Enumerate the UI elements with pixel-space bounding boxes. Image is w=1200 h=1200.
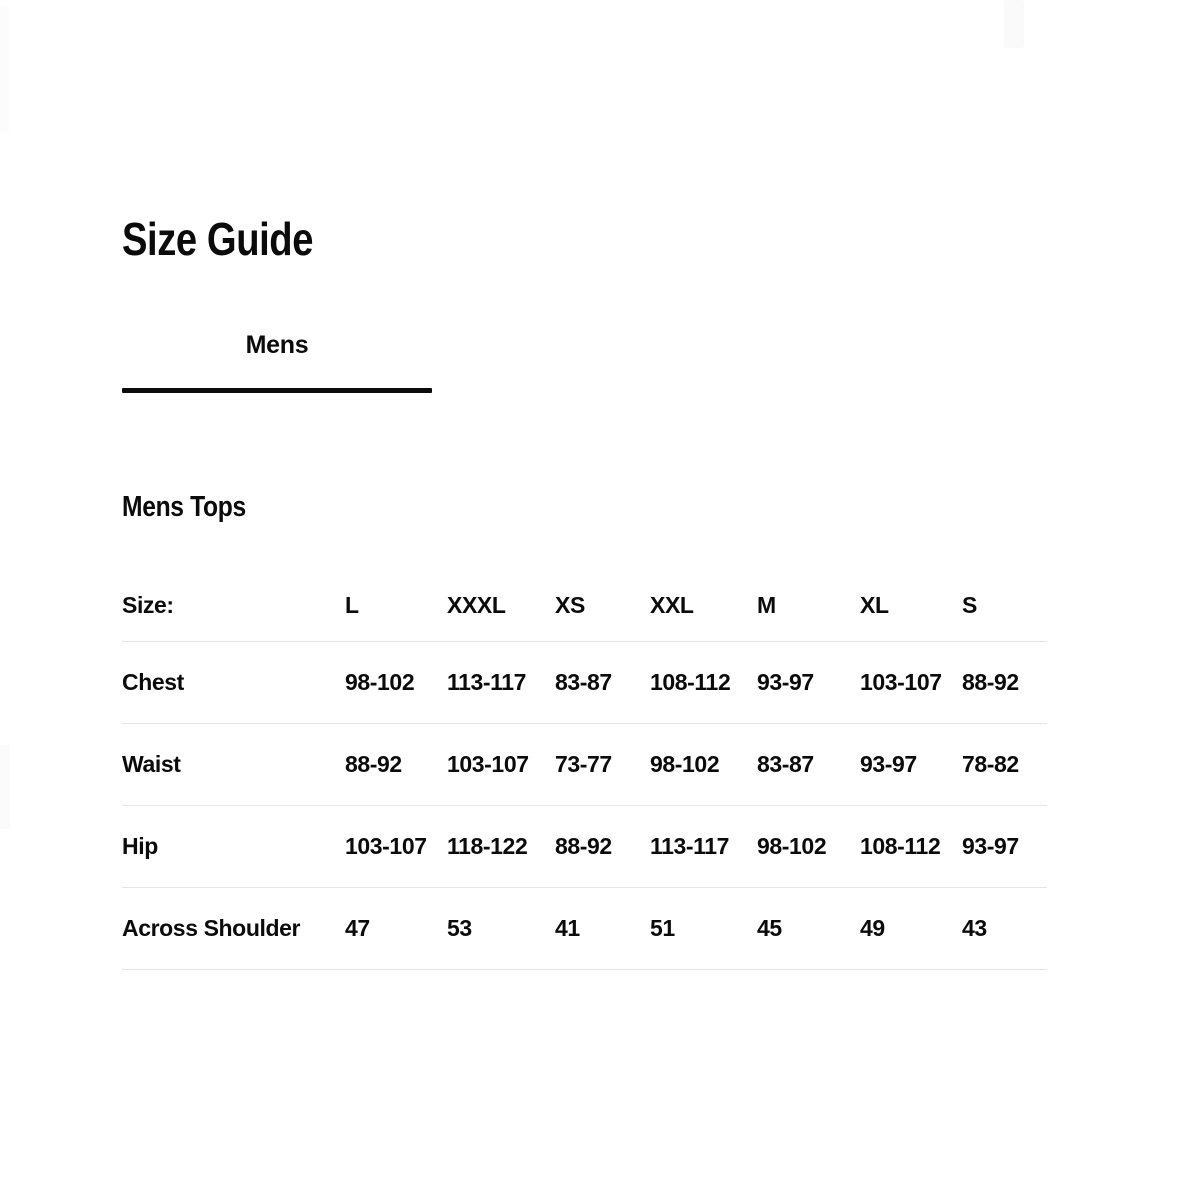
measurement-cell: 93-97: [962, 833, 1019, 859]
column-header-xxl: XXL: [650, 592, 694, 618]
measurement-cell: 41: [555, 915, 580, 941]
measurement-cell: 45: [757, 915, 782, 941]
tab-active-underline: [122, 388, 432, 393]
measurement-cell: 108-112: [650, 669, 731, 695]
measurement-cell: 108-112: [860, 833, 941, 859]
page-title: Size Guide: [122, 213, 314, 265]
page-edge-artifact-left-upper: [0, 6, 9, 132]
measurement-cell: 93-97: [860, 751, 917, 777]
measurement-cell: 78-82: [962, 751, 1019, 777]
column-header-s: S: [962, 592, 977, 618]
measurement-cell: 98-102: [757, 833, 827, 859]
measurement-cell: 88-92: [962, 669, 1019, 695]
section-heading-mens-tops: Mens Tops: [122, 491, 246, 523]
measurement-cell: 73-77: [555, 751, 612, 777]
tab-mens-label: Mens: [245, 331, 309, 359]
measurement-cell: 103-107: [447, 751, 529, 777]
row-label: Chest: [122, 669, 184, 695]
measurement-cell: 53: [447, 915, 472, 941]
measurement-cell: 98-102: [345, 669, 415, 695]
tab-mens[interactable]: [122, 332, 432, 393]
measurement-cell: 49: [860, 915, 885, 941]
measurement-cell: 43: [962, 915, 987, 941]
page-edge-artifact-left-lower: [0, 745, 10, 829]
measurement-cell: 118-122: [447, 833, 528, 859]
row-label: Waist: [122, 751, 181, 777]
column-header-xl: XL: [860, 592, 889, 618]
row-label: Hip: [122, 833, 158, 859]
column-header-xs: XS: [555, 592, 585, 618]
table-header-row: [122, 570, 1047, 642]
table-row-hip: [122, 806, 1047, 888]
measurement-cell: 113-117: [650, 833, 730, 859]
measurement-cell: 88-92: [345, 751, 402, 777]
table-row-chest: [122, 642, 1047, 724]
table-row-waist: [122, 724, 1047, 806]
measurement-cell: 83-87: [555, 669, 612, 695]
measurement-cell: 47: [345, 915, 370, 941]
column-header-l: L: [345, 592, 359, 618]
column-header-m: M: [757, 592, 776, 618]
measurement-cell: 98-102: [650, 751, 720, 777]
measurement-cell: 103-107: [345, 833, 427, 859]
table-body: [122, 642, 1047, 970]
table-header-size-label: Size:: [122, 592, 174, 618]
measurement-cell: 93-97: [757, 669, 814, 695]
measurement-cell: 83-87: [757, 751, 814, 777]
measurement-cell: 88-92: [555, 833, 612, 859]
measurement-cell: 113-117: [447, 669, 527, 695]
measurement-cell: 51: [650, 915, 675, 941]
row-label: Across Shoulder: [122, 915, 301, 941]
size-table: [122, 570, 1047, 970]
page-edge-artifact-top-right: [1004, 0, 1024, 48]
measurement-cell: 103-107: [860, 669, 942, 695]
table-row-across-shoulder: [122, 888, 1047, 970]
column-header-xxxl: XXXL: [447, 592, 506, 618]
